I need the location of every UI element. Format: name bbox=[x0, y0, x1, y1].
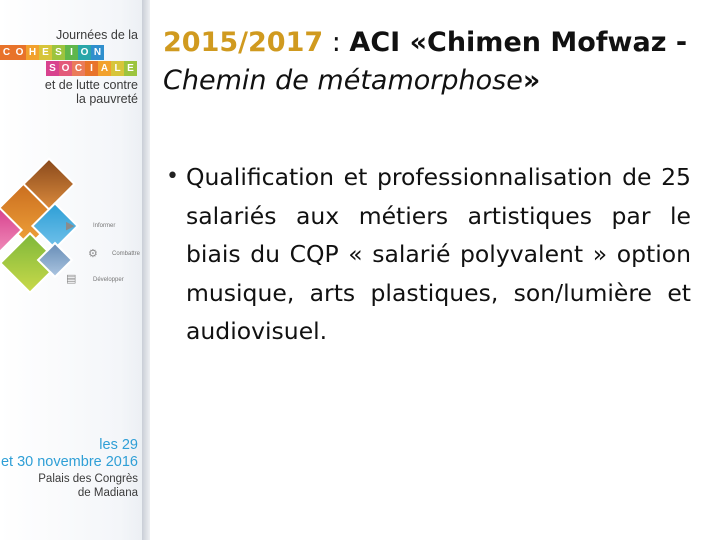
event-sidebar bbox=[0, 0, 150, 540]
title-end: » bbox=[522, 65, 541, 96]
logo-letter: O bbox=[59, 61, 72, 76]
logo-letter: C bbox=[0, 45, 13, 60]
bullet-item bbox=[163, 158, 691, 351]
sidebar-divider bbox=[142, 0, 150, 540]
brand-line-3: la pauvreté bbox=[76, 92, 138, 106]
sociale-logo bbox=[46, 61, 137, 76]
logo-letter: I bbox=[85, 61, 98, 76]
brand-line-2: et de lutte contre bbox=[44, 78, 138, 92]
logo-letter: O bbox=[78, 45, 91, 60]
title-italic: Chemin de métamorphose bbox=[163, 65, 523, 96]
logo-letter: A bbox=[98, 61, 111, 76]
logo-letter: O bbox=[13, 45, 26, 60]
dates-line-2: et 30 novembre 2016 bbox=[0, 454, 138, 470]
photo-mosaic bbox=[0, 165, 140, 325]
logo-letter: N bbox=[91, 45, 104, 60]
title-separator: : bbox=[323, 27, 350, 58]
logo-letter: S bbox=[52, 45, 65, 60]
label-developper: Développer bbox=[93, 277, 124, 283]
event-place bbox=[38, 472, 138, 500]
gear-icon: ⚙ bbox=[88, 247, 98, 260]
chart-icon: ▤ bbox=[66, 272, 77, 285]
logo-letter: E bbox=[39, 45, 52, 60]
logo-letter: C bbox=[72, 61, 85, 76]
brand-line-1: Journées de la bbox=[55, 28, 138, 42]
megaphone-icon: ▶ bbox=[66, 219, 75, 232]
slide-title bbox=[163, 24, 703, 100]
title-years: 2015/2017 bbox=[163, 27, 324, 58]
logo-letter: S bbox=[46, 61, 59, 76]
title-aci: ACI «Chimen Mofwaz - bbox=[349, 27, 688, 58]
logo-letter: L bbox=[111, 61, 124, 76]
cohesion-logo bbox=[0, 45, 104, 60]
place-line-2: de Madiana bbox=[77, 487, 138, 499]
event-dates bbox=[1, 437, 138, 471]
bullet-text: Qualification et professionnalisation de 25 salariés aux métiers artistiques par le biais du CQP « salarié polyvalent » option musique, arts plastiques, son/lumière et audiovisuel. bbox=[186, 163, 691, 345]
label-combattre: Combattre bbox=[112, 251, 141, 257]
logo-letter: I bbox=[65, 45, 78, 60]
bullet-marker: • bbox=[166, 164, 179, 189]
brand-tagline bbox=[45, 78, 138, 106]
label-informer: Informer bbox=[93, 223, 116, 229]
logo-letter: E bbox=[124, 61, 137, 76]
logo-letter: H bbox=[26, 45, 39, 60]
place-line-1: Palais des Congrès bbox=[38, 473, 138, 485]
dates-line-1: les 29 bbox=[99, 437, 138, 453]
